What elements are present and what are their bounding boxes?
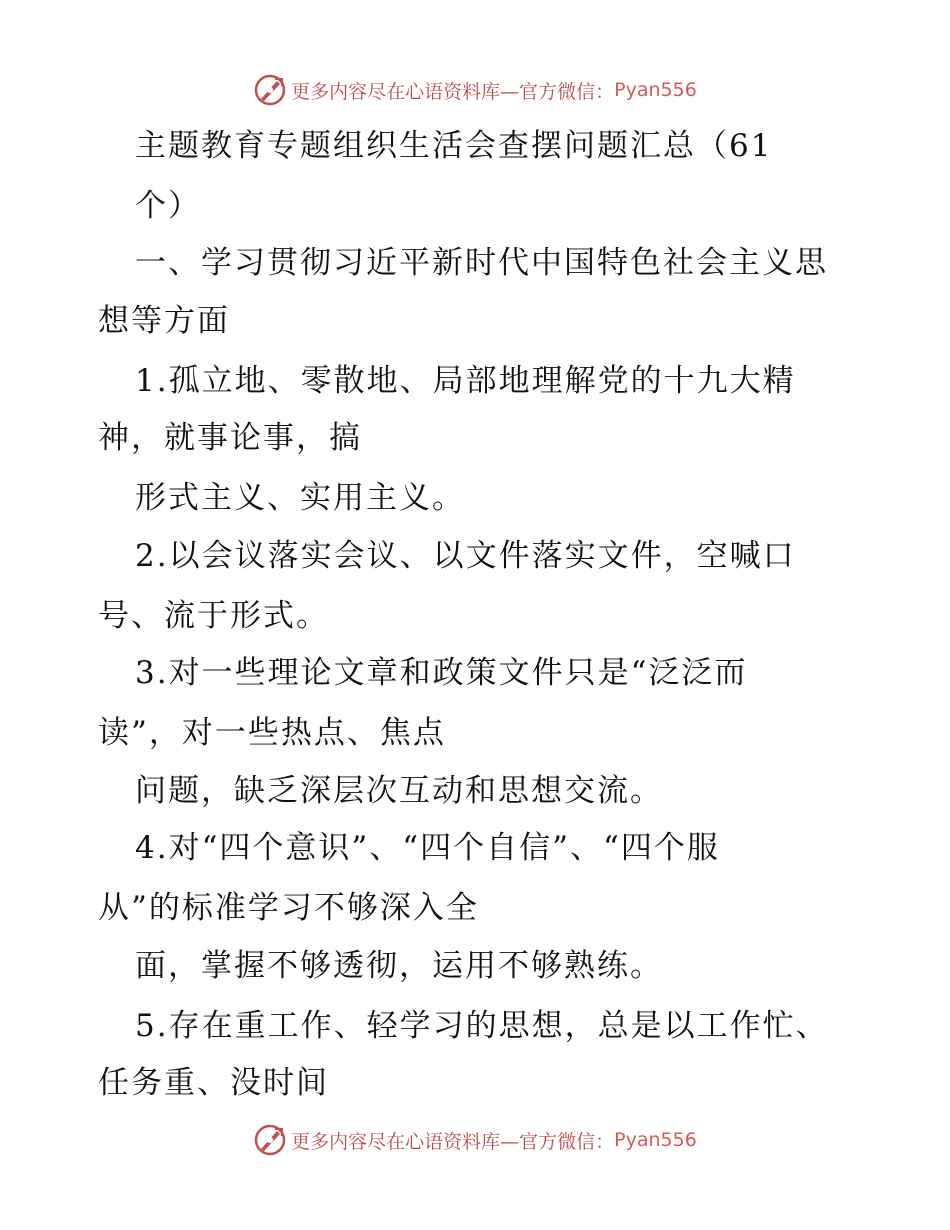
item-3-line-1: 3.对一些理论文章和政策文件只是“泛泛而 (135, 655, 748, 691)
item-3-line-3: 问题，缺乏深层次互动和思想交流。 (135, 773, 663, 809)
section-heading-line-1: 一、学习贯彻习近平新时代中国特色社会主义思 (135, 245, 828, 281)
quill-pen-logo-icon (253, 73, 287, 107)
wechat-id: Pyan556 (614, 1129, 697, 1151)
banner-text: 更多内容尽在心语资料库—官方微信： (291, 80, 615, 103)
item-2-line-1: 2.以会议落实会议、以文件落实文件，空喊口 (135, 538, 796, 574)
item-3-line-2: 读”，对一些热点、焦点 (98, 715, 446, 751)
wechat-id: Pyan556 (614, 79, 697, 101)
quill-pen-logo-icon (253, 1123, 287, 1157)
banner-text: 更多内容尽在心语资料库—官方微信： (291, 1130, 615, 1153)
document-title-line-2: 个） (135, 188, 201, 224)
item-1-line-1: 1.孤立地、零散地、局部地理解党的十九大精 (135, 363, 796, 399)
document-title-line-1: 主题教育专题组织生活会查摆问题汇总（61 (135, 128, 773, 164)
section-heading-line-2: 想等方面 (98, 303, 230, 339)
item-2-line-2: 号、流于形式。 (98, 598, 329, 634)
item-5-line-2: 任务重、没时间 (98, 1065, 329, 1101)
item-4-line-3: 面，掌握不够透彻，运用不够熟练。 (135, 948, 663, 984)
item-4-line-1: 4.对“四个意识”、“四个自信”、“四个服 (135, 830, 720, 866)
item-5-line-1: 5.存在重工作、轻学习的思想，总是以工作忙、 (135, 1008, 829, 1044)
item-4-line-2: 从”的标准学习不够深入全 (98, 890, 479, 926)
item-1-line-3: 形式主义、实用主义。 (135, 480, 465, 516)
footer-banner (0, 1120, 950, 1160)
item-1-line-2: 神，就事论事，搞 (98, 420, 362, 456)
header-banner (0, 70, 950, 110)
